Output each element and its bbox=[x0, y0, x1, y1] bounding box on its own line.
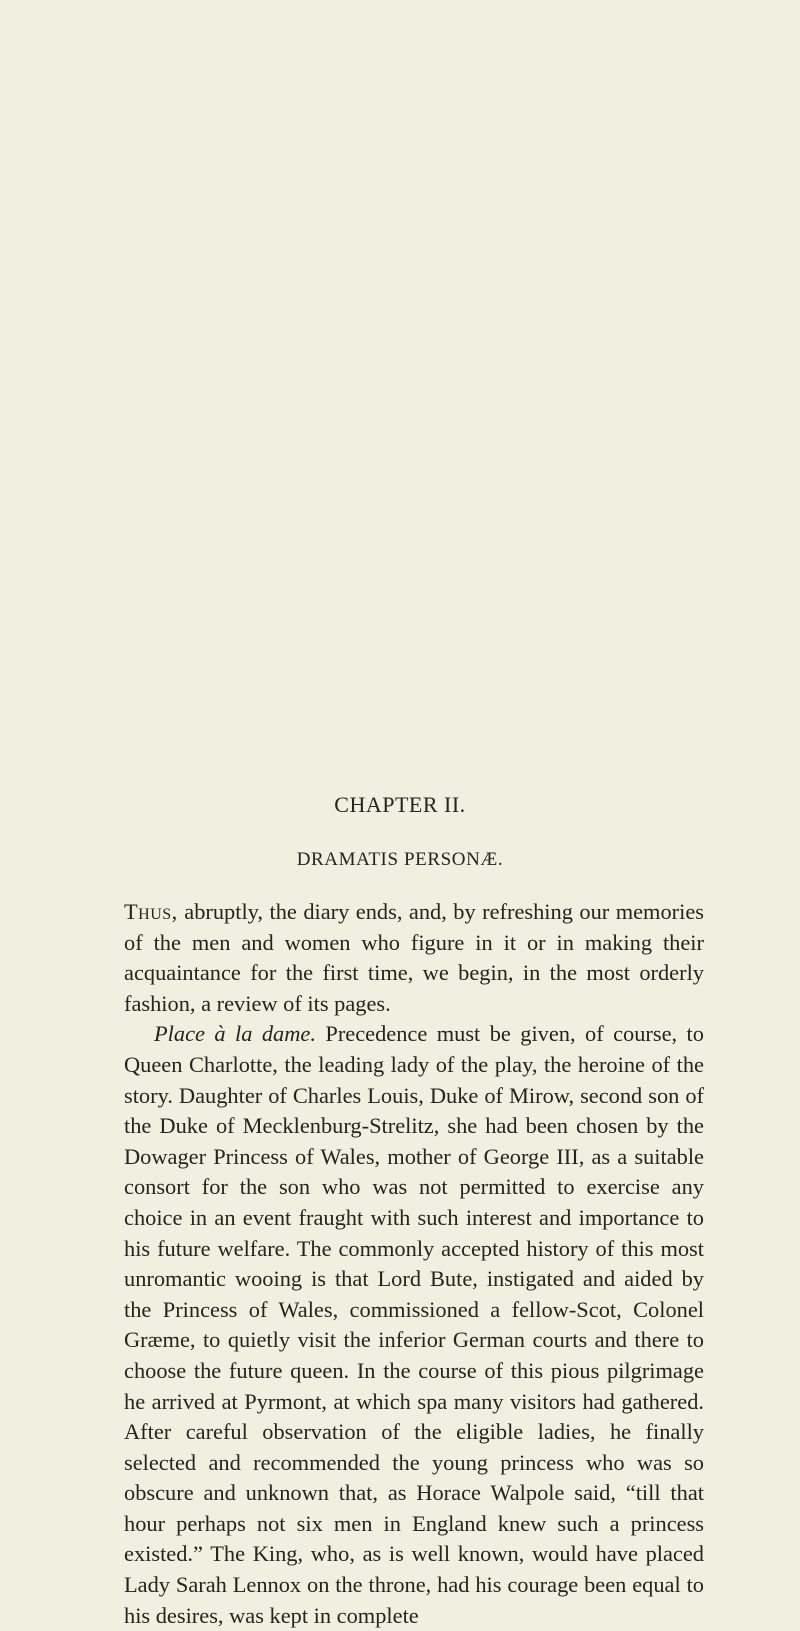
chapter-heading: CHAPTER II. bbox=[334, 792, 466, 817]
chapter-title: DRAMATIS PERSONÆ. bbox=[296, 849, 504, 870]
lead-word: Thus, bbox=[124, 899, 178, 924]
paragraph-2 bbox=[124, 1019, 704, 1631]
paragraph-1 bbox=[124, 897, 704, 1019]
body-text bbox=[124, 897, 704, 1631]
paragraph-1-text: abruptly, the diary ends, and, by refreshing our memories of the men and women who figure in it or in making their acquaintance for the first time, we begin, in the most orderly fashion, a review of its pages. bbox=[124, 899, 704, 1016]
italic-phrase: Place à la dame. bbox=[154, 1021, 316, 1047]
paragraph-2-text: Precedence must be given, of course, to Queen Charlotte, the leading lady of the play, the heroine of the story. Daughter of Charles Louis, Duke of Mirow, second son of the Duke of Mecklenburg-Strelitz, she had been chosen by the Dowager Princess of Wales, mother of George III, as a suitable consort for the son who was not permitted to exercise any choice in an event fraught with such interest and importance to his future welfare. The commonly accepted history of this most unromantic wooing is that Lord Bute, instigated and aided by the Princess of Wales, commissioned a fellow-Scot, Colonel Græme, to quietly visit the inferior German courts and there to choose the future queen. In the course of this pious pilgrimage he arrived at Pyrmont, at which spa many visitors had gathered. After careful observation of the eligible ladies, he finally selected and recommended the young princess who was so obscure and unknown that, as Horace Walpole said, “till that hour perhaps not six men in England knew such a princess existed.” The King, who, as is well known, would have placed Lady Sarah Lennox on the throne, had his courage been equal to his desires, was kept in complete bbox=[124, 1021, 704, 1628]
